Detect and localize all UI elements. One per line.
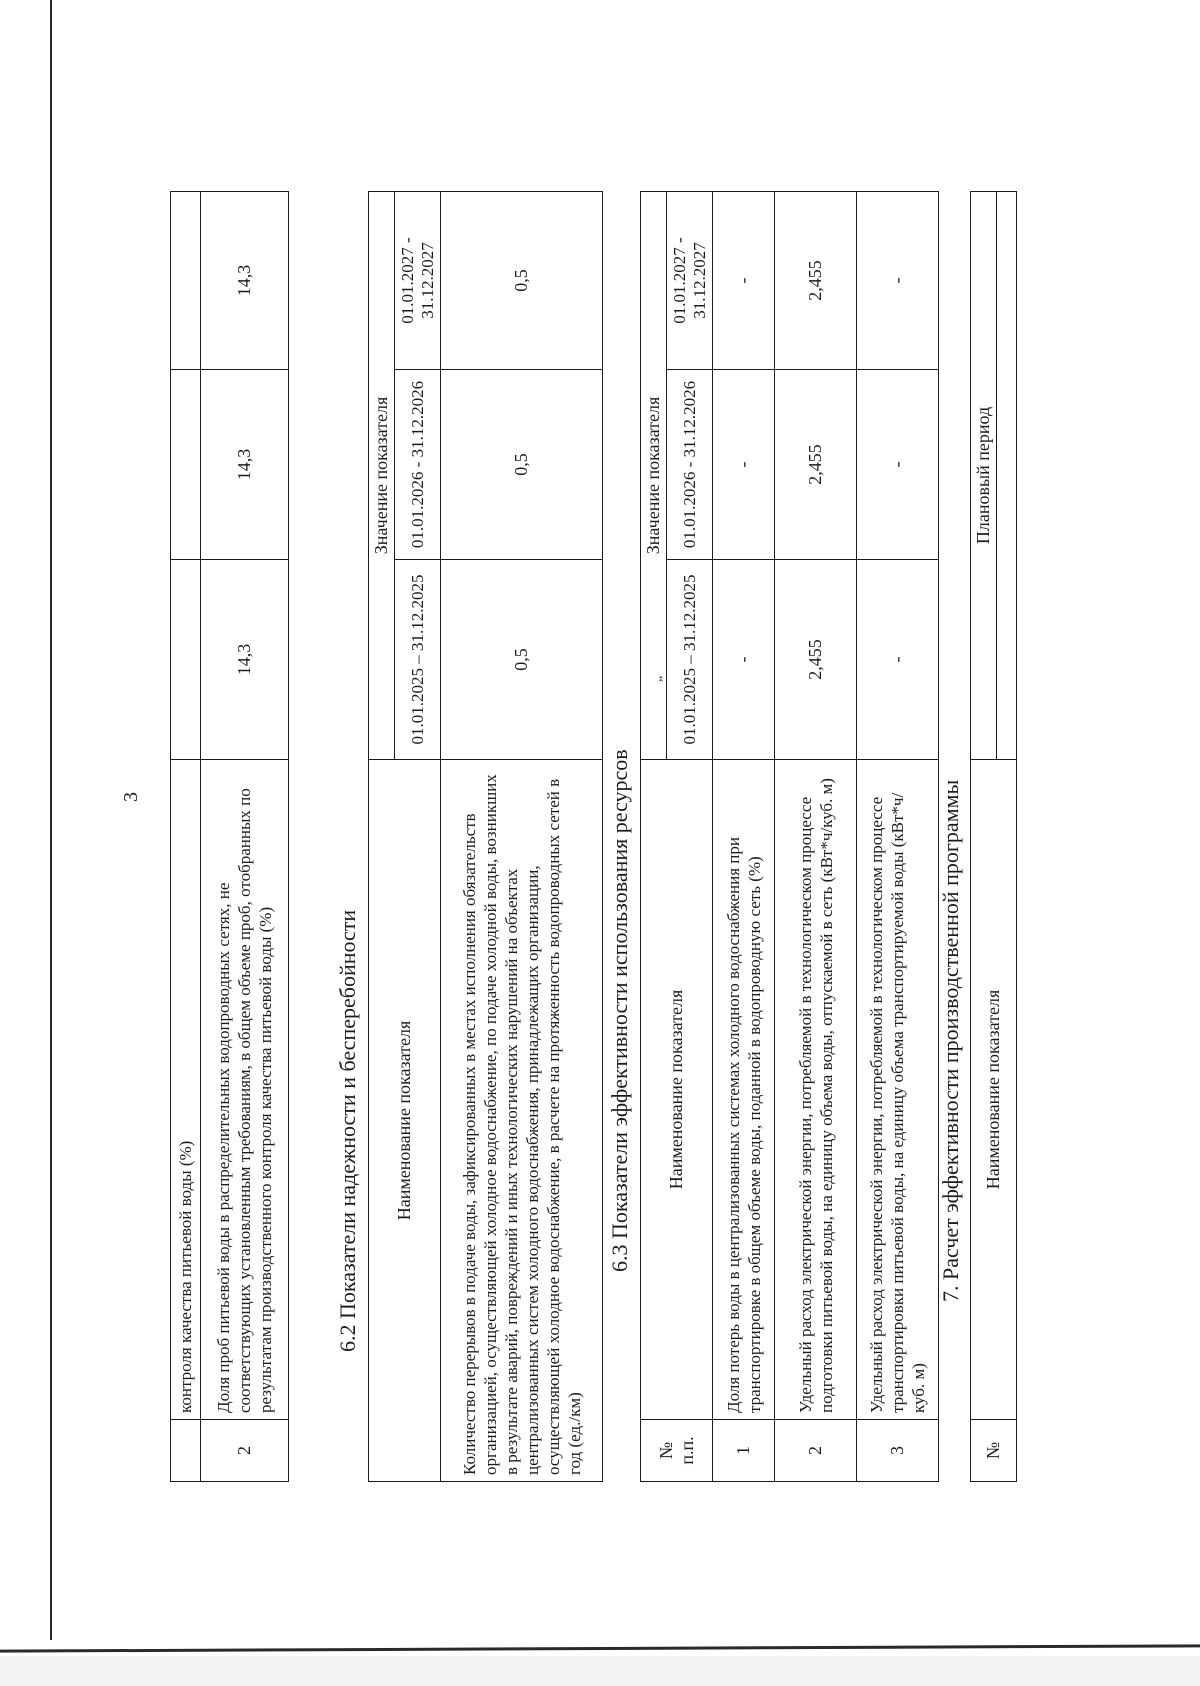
row-number: 3 [857, 1420, 939, 1482]
indicator-name: Удельный расход электрической энергии, потребляемой в технологическом процессе транспортировки питьевой воды, на единицу объема транспортируемой воды (кВт*ч/куб. м) [857, 760, 939, 1420]
row-number: 1 [713, 1420, 775, 1482]
row-number: 2 [201, 1420, 289, 1482]
indicator-name: Доля проб питьевой воды в распределительных водопроводных сетях, не соответствующих установленным требованиям, в общем объеме проб, отобранных по результатам производственного контроля качества питьевой воды (%) [201, 760, 289, 1420]
column-header-number: № п.п. [641, 1420, 713, 1482]
scan-margin [0, 1656, 1200, 1686]
indicator-name: Удельный расход электрической энергии, потребляемой в технологическом процессе подготовки питьевой воды, на единицу объема воды, отпускаемой в сеть (кВт*ч/куб. м) [775, 760, 857, 1420]
period-2025: 01.01.2025 – 31.12.2025 [395, 560, 441, 760]
efficiency-table [640, 191, 939, 1482]
quality-table [170, 191, 289, 1482]
value-2025: - [857, 560, 939, 760]
value-2025: 2,455 [775, 560, 857, 760]
column-header-name: Наименование показателя [369, 760, 441, 1482]
value-2025: - [713, 560, 775, 760]
table-row [713, 191, 775, 1481]
row-number: 2 [775, 1420, 857, 1482]
value-2027: 14,3 [201, 192, 289, 370]
period-2026: 01.01.2026 - 31.12.2026 [395, 370, 441, 560]
table-row [201, 192, 289, 1482]
value-2027: - [857, 191, 939, 369]
value-2027: - [713, 191, 775, 369]
value-2026: 14,3 [201, 370, 289, 560]
table-row [441, 191, 603, 1481]
column-header-period: Плановый период [971, 192, 997, 760]
value-2027: 2,455 [775, 191, 857, 369]
quality-continued-text: контроля качества питьевой воды (%) [171, 760, 201, 1420]
stray-mark: „ [650, 675, 665, 682]
scan-edge-left [50, 0, 52, 1640]
section-heading-6-2: 6.2 Показатели надежности и бесперебойности [335, 909, 360, 1352]
value-2026: 0,5 [441, 370, 603, 560]
section-heading-7: 7. Расчет эффективности производственной программы [938, 779, 963, 1302]
value-2025: 0,5 [441, 560, 603, 760]
column-header-name: Наименование показателя [971, 760, 1017, 1420]
column-header-name: Наименование показателя [641, 760, 713, 1420]
reliability-table [368, 191, 603, 1482]
period-2025: 01.01.2025 – 31.12.2025 [667, 560, 713, 760]
value-2026: - [857, 370, 939, 560]
period-2026: 01.01.2026 - 31.12.2026 [667, 370, 713, 560]
scan-edge-bottom [0, 1644, 1200, 1652]
table-row [775, 191, 857, 1481]
value-2026: - [713, 370, 775, 560]
value-2026: 2,455 [775, 370, 857, 560]
column-header-value: Значение показателя [369, 191, 395, 759]
period-2027: 01.01.2027 - 31.12.2027 [667, 191, 713, 369]
value-2025: 14,3 [201, 560, 289, 760]
section-heading-6-3: 6.3 Показатели эффективности использования ресурсов [607, 749, 632, 1272]
rotated-document [120, 62, 1080, 1482]
value-2027: 0,5 [441, 191, 603, 369]
indicator-name: Количество перерывов в подаче воды, зафиксированных в местах исполнения обязательств организацией, осуществляющей холодное водоснабжение, по подаче холодной воды, возникших в результате аварий, повреждений и иных технологических нарушений на объектах централизованных систем холодного водоснабжения, принадлежащих организации, осуществляющей холодное водоснабжение, в расчете на протяженность водопроводных сетей в год (ед./км) [441, 760, 603, 1482]
column-header-number: № [971, 1420, 1017, 1482]
page-number: 3 [120, 792, 142, 802]
period-2027: 01.01.2027 - 31.12.2027 [395, 191, 441, 369]
table-row [857, 191, 939, 1481]
column-header-value: Значение показателя [641, 191, 667, 759]
indicator-name: Доля потерь воды в централизованных системах холодного водоснабжения при транспортировке в общем объеме воды, поданной в водопроводную сеть (%) [713, 760, 775, 1420]
program-efficiency-table [970, 191, 1017, 1482]
